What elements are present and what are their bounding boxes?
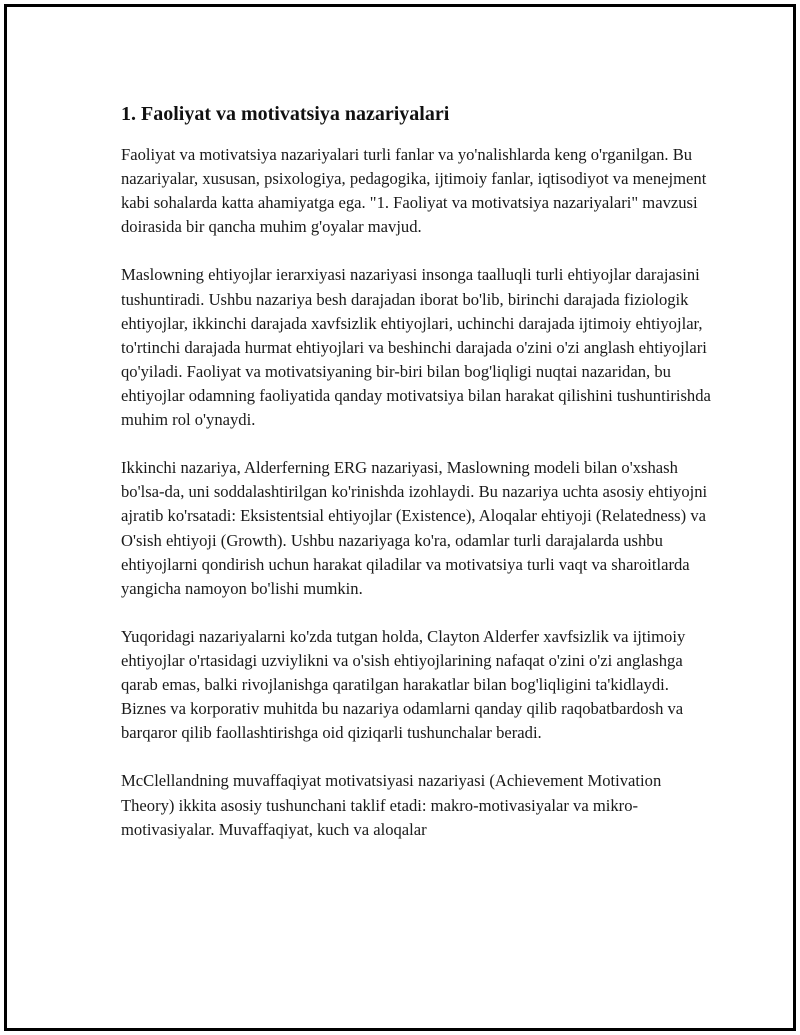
section-heading: 1. Faoliyat va motivatsiya nazariyalari [121, 103, 450, 125]
paragraph-intro: Faoliyat va motivatsiya nazariyalari turli fanlar va yo'nalishlarda keng o'rganilgan. Bu nazariyalar, xususan, psixologiya, pedagogika, ijtimoiy fanlar, iqtisodiyot va menejment kabi sohalarda katta ahamiyatga ega. "1. Faoliyat va motivatsiya nazariyalari" mavzusi doirasida bir qancha muhim g'oyalar mavjud. [121, 145, 707, 237]
page-frame [4, 4, 796, 1031]
document-body [121, 102, 711, 866]
paragraph-alderfer-erg: Ikkinchi nazariya, Alderferning ERG nazariyasi, Maslowning modeli bilan o'xshash bo'lsa-da, uni soddalashtirilgan ko'rinishda izohlaydi. Bu nazariya uchta asosiy ehtiyojni ajratib ko'rsatadi: Eksistentsial ehtiyojlar (Existence), Aloqalar ehtiyoji (Relatedness) va O'sish ehtiyoji (Growth). Ushbu nazariyaga ko'ra, odamlar turli darajalarda ushbu ehtiyojlarni qondirish uchun harakat qiladilar va motivatsiya turli vaqt va sharoitlarda yangicha namoyon bo'lishi mumkin. [121, 458, 708, 598]
paragraph-mcclelland: McClellandning muvaffaqiyat motivatsiyasi nazariyasi (Achievement Motivation Theory) ikkita asosiy tushunchani taklif etadi: makro-motivasiyalar va mikro-motivasiyalar. Muvaffaqiyat, kuch va aloqalar [121, 771, 662, 839]
paragraph-maslow: Maslowning ehtiyojlar ierarxiyasi nazariyasi insonga taalluqli turli ehtiyojlar darajasini tushuntiradi. Ushbu nazariya besh darajadan iborat bo'lib, birinchi darajada fiziologik ehtiyojlar, ikkinchi darajada xavfsizlik ehtiyojlari, uchinchi darajada ijtimoiy ehtiyojlar, to'rtinchi darajada hurmat ehtiyojlari va beshinchi darajada o'zini o'zi anglash ehtiyojlari qo'yiladi. Faoliyat va motivatsiyaning bir-biri bilan bog'liqligi nuqtai nazaridan, bu ehtiyojlar odamning faoliyatida qanday motivatsiya bilan harakat qilishini tushuntirishda muhim rol o'ynaydi. [121, 265, 711, 430]
paragraph-alderfer-growth: Yuqoridagi nazariyalarni ko'zda tutgan holda, Clayton Alderfer xavfsizlik va ijtimoiy ehtiyojlar o'rtasidagi uzviylikni va o'sish ehtiyojlarining nafaqat o'zini o'zi anglashga qarab emas, balki rivojlanishga qaratilgan harakatlar bilan bog'liqligini ta'kidlaydi. Biznes va korporativ muhitda bu nazariya odamlarni qanday qilib raqobatbardosh va barqaror qilib faollashtirishga oid qiziqarli tushunchalar beradi. [121, 626, 686, 743]
